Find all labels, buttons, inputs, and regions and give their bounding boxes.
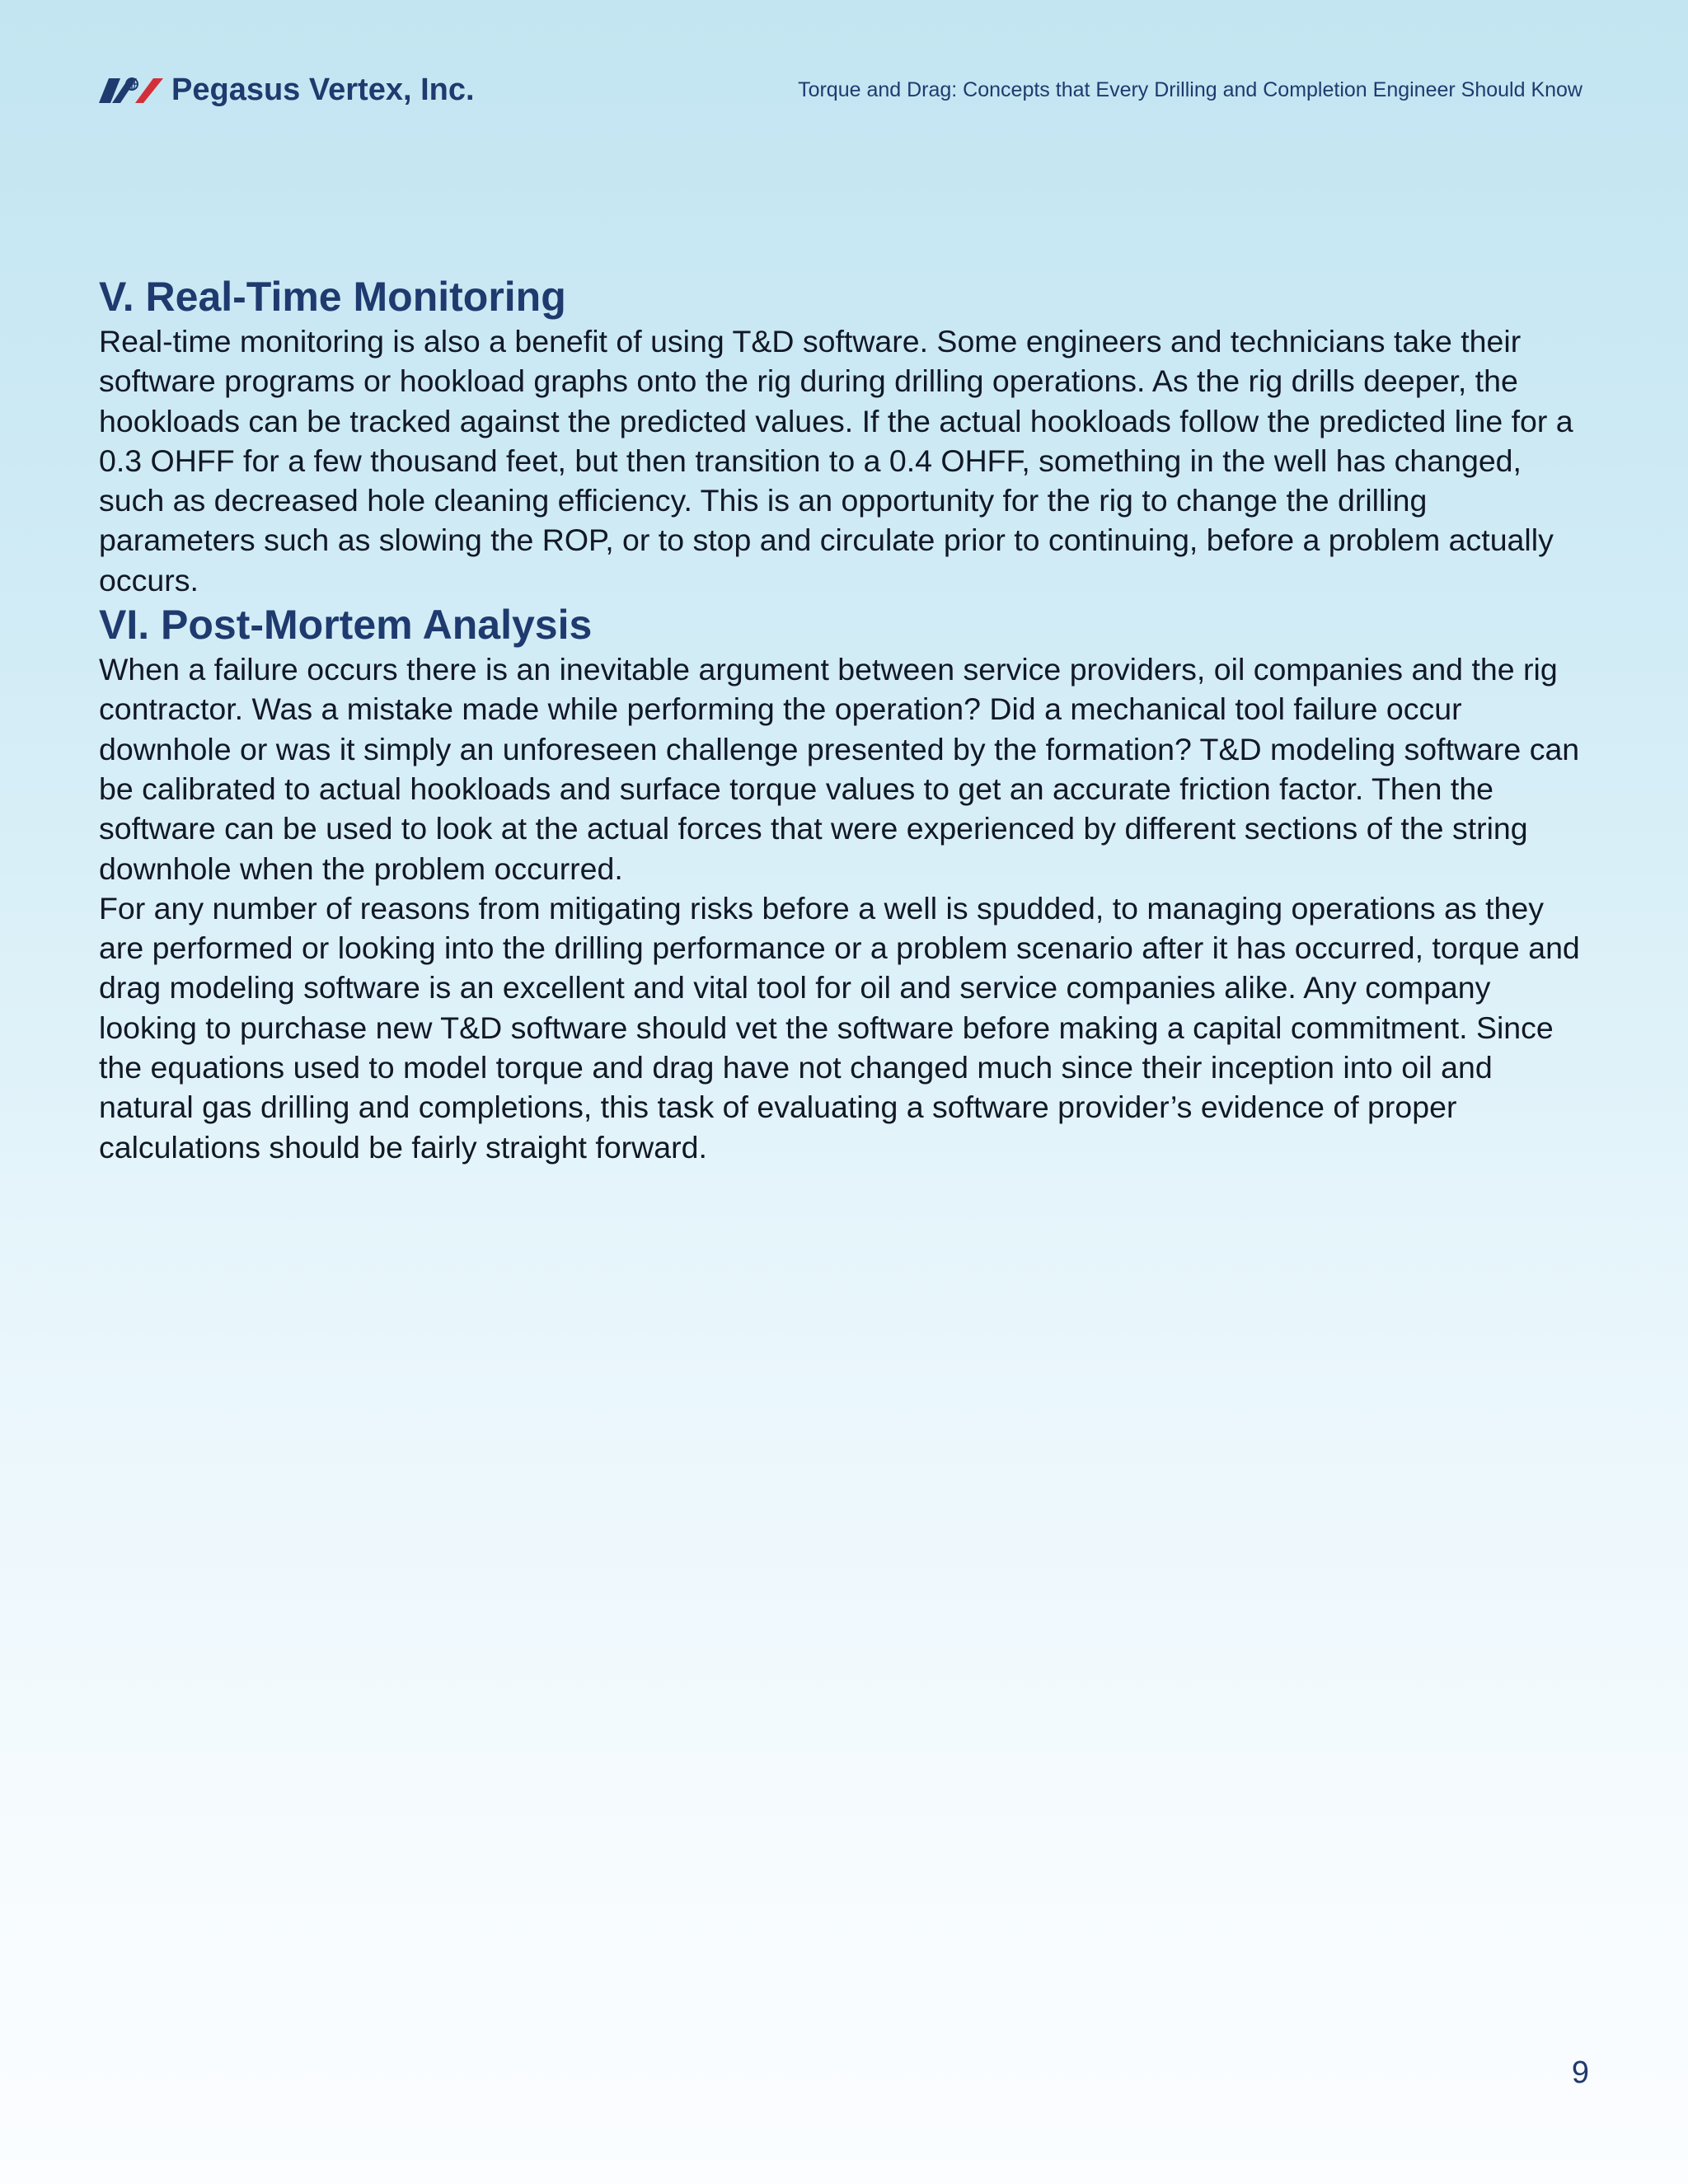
brand xyxy=(99,71,475,109)
paragraph-conclusion: For any number of reasons from mitigating risks before a well is spudded, to managing operations as they are performed or looking into the drilling performance or a problem scenario after it has occurred, torque and drag modeling software is an excellent and vital tool for oil and service companies alike. Any company looking to purchase new T&D software should vet the software before making a capital commitment. Since the equations used to model torque and drag have not changed much since their inception into oil and natural gas drilling and completions, this task of evaluating a software provider’s evidence of proper calculations should be fairly straight forward. xyxy=(99,890,1580,1165)
section-heading-post-mortem-analysis: VI. Post-Mortem Analysis xyxy=(99,602,593,649)
pegasus-vertex-logo-icon xyxy=(99,75,163,105)
main-content xyxy=(99,272,1589,1167)
document-title: Torque and Drag: Concepts that Every Drilling and Completion Engineer Should Know xyxy=(798,78,1582,101)
page-header xyxy=(99,69,1589,110)
section-heading-real-time-monitoring: V. Real-Time Monitoring xyxy=(99,274,566,320)
paragraph-post-mortem-analysis: When a failure occurs there is an inevitable argument between service providers, oil companies and the rig contractor. Was a mistake made while performing the operation? Did a mechanical tool failure occur downhole or was it simply an unforeseen challenge presented by the formation? T&D modeling software can be calibrated to actual hookloads and surface torque values to get an accurate friction factor. Then the software can be used to look at the actual forces that were experienced by different sections of the string downhole when the problem occurred. xyxy=(99,652,1580,886)
page-number: 9 xyxy=(1571,2055,1589,2090)
paragraph-real-time-monitoring: Real-time monitoring is also a benefit of using T&D software. Some engineers and technicians take their software programs or hookload graphs onto the rig during drilling operations. As the rig drills deeper, the hookloads can be tracked against the predicted values. If the actual hookloads follow the predicted line for a 0.3 OHFF for a few thousand feet, but then transition to a 0.4 OHFF, something in the well has changed, such as decreased hole cleaning efficiency. This is an opportunity for the rig to change the drilling parameters such as slowing the ROP, or to stop and circulate prior to continuing, before a problem actually occurs. xyxy=(99,324,1573,598)
company-name: Pegasus Vertex, Inc. xyxy=(171,72,475,107)
